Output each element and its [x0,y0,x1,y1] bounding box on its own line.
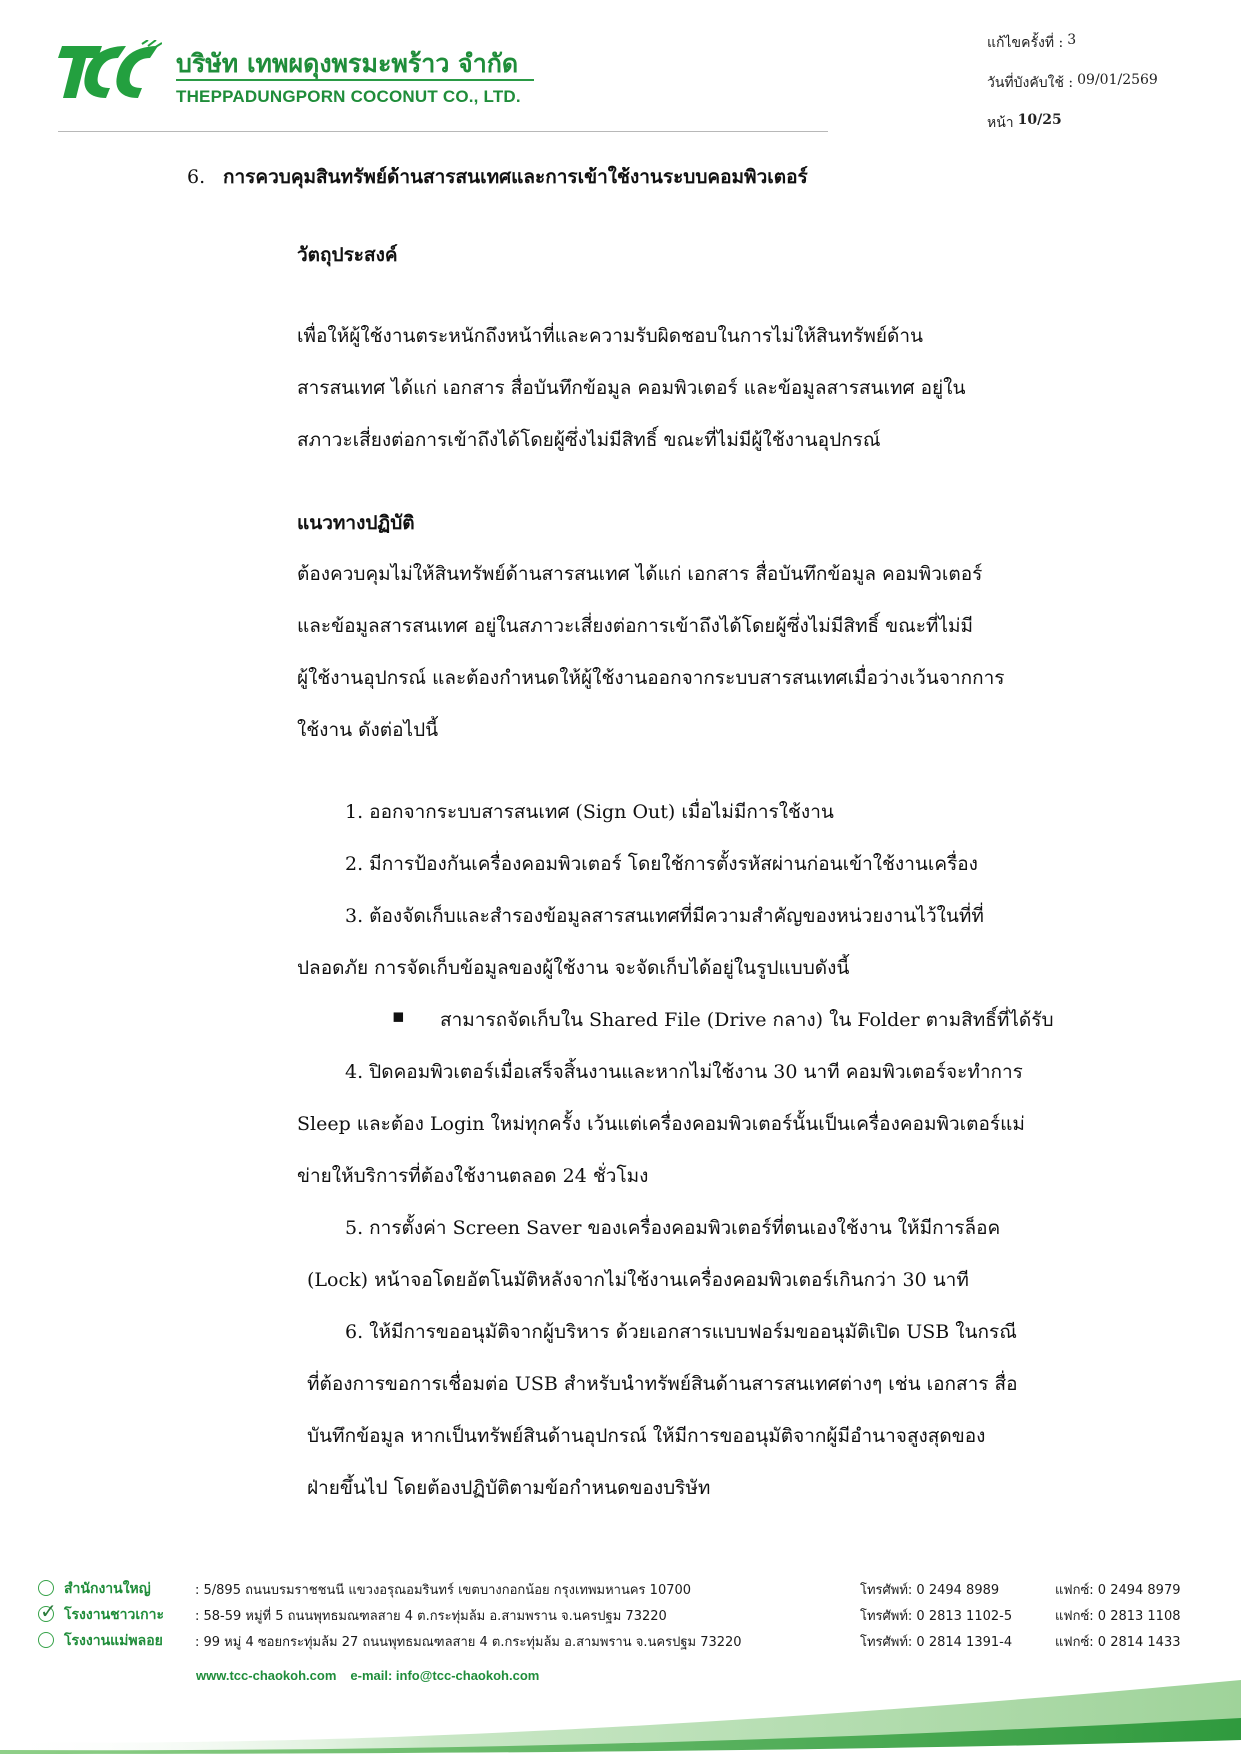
header-green-rule [176,79,534,81]
bullet-marker: ▪ [392,1005,405,1027]
objective-line: สารสนเทศ ได้แก่ เอกสาร สื่อบันทึกข้อมูล คอมพิวเตอร์ และข้อมูลสารสนเทศ อยู่ใน [297,377,966,399]
footer-row-chaokoh-factory [38,1599,1208,1626]
effective-date-value: 09/01/2569 [1077,72,1158,88]
footer-location: โรงงานชาวเกาะ [64,1607,165,1623]
footer-location: สำนักงานใหญ่ [64,1581,151,1597]
practice-line: และข้อมูลสารสนเทศ อยู่ในสภาวะเสี่ยงต่อการเข้าถึงได้โดยผู้ซึ่งไม่มีสิทธิ์ ขณะที่ไม่มี [297,615,974,637]
page-number-info [987,112,1062,134]
practice-paragraph [297,559,1097,767]
list-item: 4. ปิดคอมพิวเตอร์เมื่อเสร็จสิ้นงานและหากไม่ใช้งาน 30 นาที คอมพิวเตอร์จะทำการ [345,1061,1023,1083]
list-item: 5. การตั้งค่า Screen Saver ของเครื่องคอมพิวเตอร์ที่ตนเองใช้งาน ให้มีการล็อค [345,1217,1001,1239]
footer-telephone: โทรศัพท์: 0 2813 1102-5 [860,1609,1013,1624]
list-item: 1. ออกจากระบบสารสนเทศ (Sign Out) เมื่อไม่มีการใช้งาน [345,801,834,823]
list-item-continuation: ฝ่ายขึ้นไป โดยต้องปฏิบัติตามข้อกำหนดของบริษัท [307,1477,711,1499]
list-item: 2. มีการป้องกันเครื่องคอมพิวเตอร์ โดยใช้การตั้งรหัสผ่านก่อนเข้าใช้งานเครื่อง [345,853,978,875]
footer-fax: แฟกซ์: 0 2814 1433 [1055,1635,1181,1650]
footer-fax: แฟกซ์: 0 2813 1108 [1055,1609,1181,1624]
list-item: 3. ต้องจัดเก็บและสำรองข้อมูลสารสนเทศที่มีความสำคัญของหน่วยงานไว้ในที่ที่ [345,905,984,927]
practice-heading: แนวทางปฏิบัติ [297,512,415,534]
bullet-item: สามารถจัดเก็บใน Shared File (Drive กลาง) ใน Folder ตามสิทธิ์ที่ได้รับ [440,1009,1054,1031]
list-item-continuation: บันทึกข้อมูล หากเป็นทรัพย์สินด้านอุปกรณ์ ให้มีการขออนุมัติจากผู้มีอำนาจสูงสุดของ [307,1425,986,1447]
footer-location: โรงงานแม่พลอย [64,1633,163,1649]
objective-heading: วัตถุประสงค์ [297,244,398,266]
company-name-thai: บริษัท เทพผดุงพรมะพร้าว จำกัด [176,49,519,78]
effective-date-label: วันที่บังคับใช้ : [987,75,1074,91]
effective-date-info [987,72,1158,94]
radio-unchecked-icon [38,1632,54,1648]
footer-address: : 99 หมู่ 4 ซอยกระทุ่มล้ม 27 ถนนพุทธมณฑลสาย 4 ต.กระทุ่มล้ม อ.สามพราน จ.นครปฐม 73220 [195,1635,742,1650]
section-heading [187,162,808,192]
list-item-continuation: ที่ต้องการขอการเชื่อมต่อ USB สำหรับนำทรัพย์สินด้านสารสนเทศต่างๆ เช่น เอกสาร สื่อ [307,1373,1018,1395]
footer-fax: แฟกซ์: 0 2494 8979 [1055,1583,1181,1598]
header-divider [58,131,828,132]
footer-telephone: โทรศัพท์: 0 2814 1391-4 [860,1635,1013,1650]
footer-address: : 58-59 หมู่ที่ 5 ถนนพุทธมณฑลสาย 4 ต.กระทุ่มล้ม อ.สามพราน จ.นครปฐม 73220 [195,1609,667,1624]
footer-address: : 5/895 ถนนบรมราชชนนี แขวงอรุณอมรินทร์ เขตบางกอกน้อย กรุงเทพมหานคร 10700 [195,1583,692,1598]
email-link[interactable]: e-mail: info@tcc-chaokoh.com [350,1668,540,1683]
company-name-english: THEPPADUNGPORN COCONUT CO., LTD. [176,87,521,106]
radio-unchecked-icon [38,1580,54,1596]
page-number: 10/25 [1017,112,1062,128]
revision-label: แก้ไขครั้งที่ : [987,35,1064,51]
list-item: 6. ให้มีการขออนุมัติจากผู้บริหาร ด้วยเอกสารแบบฟอร์มขออนุมัติเปิด USB ในกรณี [345,1321,1017,1343]
list-item-continuation: ข่ายให้บริการที่ต้องใช้งานตลอด 24 ชั่วโมง [297,1165,649,1187]
objective-line: สภาวะเสี่ยงต่อการเข้าถึงได้โดยผู้ซึ่งไม่มีสิทธิ์ ขณะที่ไม่มีผู้ใช้งานอุปกรณ์ [297,429,881,451]
section-number: 6. [187,166,206,188]
revision-value: 3 [1067,32,1077,48]
footer-wave-decoration [0,1660,1241,1754]
practice-line: ใช้งาน ดังต่อไปนี้ [297,719,439,741]
objective-line: เพื่อให้ผู้ใช้งานตระหนักถึงหน้าที่และความรับผิดชอบในการไม่ให้สินทรัพย์ด้าน [297,325,923,347]
revision-info [987,32,1077,54]
list-item-continuation: ปลอดภัย การจัดเก็บข้อมูลของผู้ใช้งาน จะจัดเก็บได้อยู่ในรูปแบบดังนี้ [297,957,850,979]
tcc-logo [58,40,162,104]
footer-row-maeploy-factory [38,1630,1208,1652]
footer-row-head-office [38,1578,1208,1600]
footer-telephone: โทรศัพท์: 0 2494 8989 [860,1583,1000,1598]
checkmark-icon: ✓ [40,1599,57,1623]
footer-contact [196,1668,553,1683]
objective-paragraph [297,321,1097,477]
practice-line: ผู้ใช้งานอุปกรณ์ และต้องกำหนดให้ผู้ใช้งานออกจากระบบสารสนเทศเมื่อว่างเว้นจากการ [297,667,1005,689]
list-item-continuation: Sleep และต้อง Login ใหม่ทุกครั้ง เว้นแต่เครื่องคอมพิวเตอร์นั้นเป็นเครื่องคอมพิวเตอร์แม่ [297,1113,1025,1135]
section-title: การควบคุมสินทรัพย์ด้านสารสนเทศและการเข้าใช้งานระบบคอมพิวเตอร์ [223,166,808,188]
page-label: หน้า [987,115,1014,131]
list-item-continuation: (Lock) หน้าจอโดยอัตโนมัติหลังจากไม่ใช้งานเครื่องคอมพิวเตอร์เกินกว่า 30 นาที [307,1269,969,1291]
practice-line: ต้องควบคุมไม่ให้สินทรัพย์ด้านสารสนเทศ ได้แก่ เอกสาร สื่อบันทึกข้อมูล คอมพิวเตอร์ [297,563,983,585]
website-link[interactable]: www.tcc-chaokoh.com [196,1668,337,1683]
